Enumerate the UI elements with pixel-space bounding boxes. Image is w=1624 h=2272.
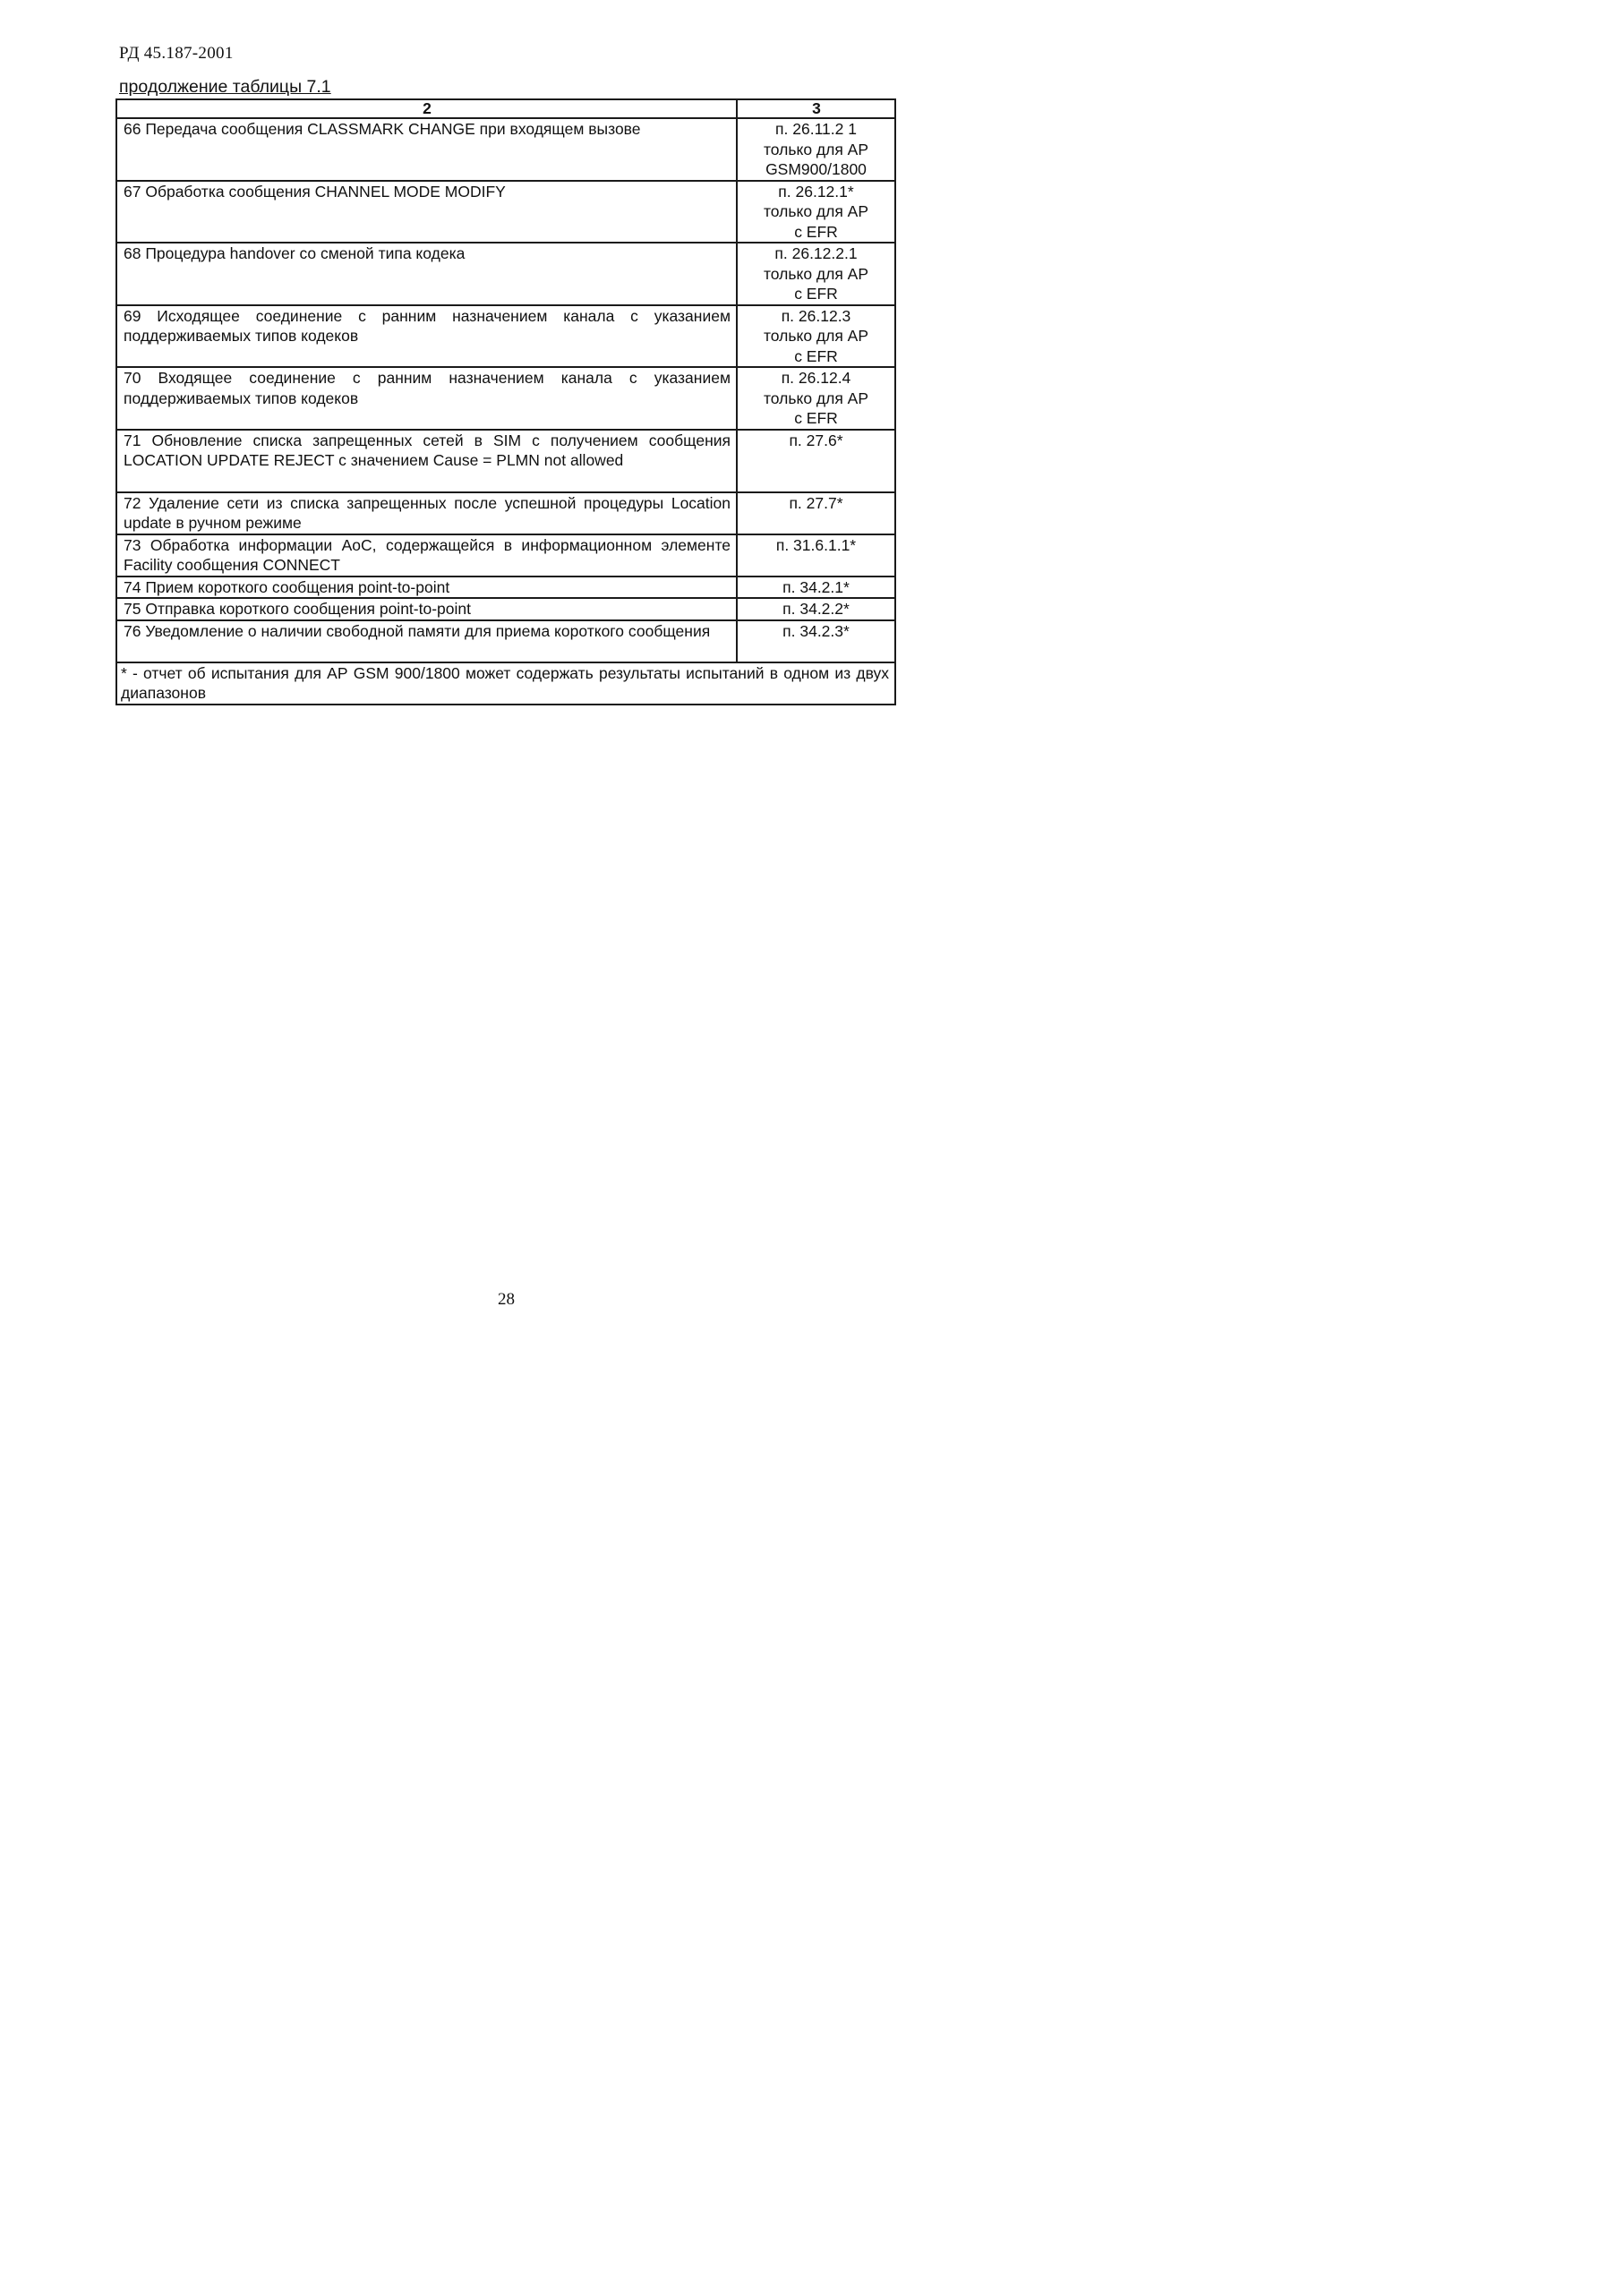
clause-number: п. 34.2.2* [782,600,850,618]
clause-reference [737,367,895,430]
table-row [116,577,895,599]
clause-note: с EFR [794,346,838,365]
clause-note: только для АР [763,389,869,407]
clause-note: с EFR [794,222,838,241]
document-code: РД 45.187-2001 [119,44,234,63]
clause-number: п. 26.12.4 [781,369,851,387]
table-row [116,492,895,534]
table-row [116,598,895,620]
test-description: 70 Входящее соединение с ранним назначением канала с указанием поддерживаемых типов кодеков [116,367,737,430]
footnote-row [116,662,895,705]
test-description: 74 Прием короткого сообщения point-to-point [116,577,737,599]
clause-note: с EFR [794,409,838,427]
clause-number: п. 26.12.2.1 [774,244,858,262]
table-row [116,430,895,492]
table-row [116,243,895,305]
test-description: 67 Обработка сообщения CHANNEL MODE MODIFY [116,181,737,243]
clause-reference [737,181,895,243]
clause-note: только для АР [763,327,869,345]
test-description: 68 Процедура handover со сменой типа кодека [116,243,737,305]
clause-reference [737,620,895,662]
test-description: 76 Уведомление о наличии свободной памяти для приема короткого сообщения [116,620,737,662]
column-header-2: 2 [116,99,737,118]
table-row [116,367,895,430]
clause-note: только для АР [763,140,869,158]
test-description: 72 Удаление сети из списка запрещенных после успешной процедуры Location update в ручном режиме [116,492,737,534]
clause-number: п. 34.2.3* [782,621,850,640]
table-row [116,534,895,577]
clause-reference [737,243,895,305]
clause-number: п. 31.6.1.1* [775,535,857,554]
column-header-3: 3 [737,99,895,118]
clause-number: п. 34.2.1* [782,577,850,596]
requirements-table [115,98,896,705]
clause-number: п. 27.7* [789,493,843,512]
table-header-row [116,99,895,118]
clause-number: п. 26.12.1* [778,182,854,201]
clause-note: GSM900/1800 [765,160,867,178]
clause-reference [737,305,895,368]
test-description: 69 Исходящее соединение с ранним назначением канала с указанием поддерживаемых типов кодеков [116,305,737,368]
clause-reference [737,118,895,181]
table-row [116,305,895,368]
clause-note: только для АР [763,264,869,283]
clause-number: п. 26.11.2 1 [775,120,857,138]
clause-reference [737,492,895,534]
clause-note: только для АР [763,202,869,220]
clause-reference [737,534,895,577]
clause-number: п. 26.12.3 [781,306,851,325]
clause-number: п. 27.6* [789,431,843,449]
table-row [116,118,895,181]
table-row [116,620,895,662]
clause-reference [737,598,895,620]
table-caption: продолжение таблицы 7.1 [119,77,331,97]
test-description: 71 Обновление списка запрещенных сетей в SIM с получением сообщения LOCATION UPDATE REJECT с значением Cause = PLMN not allowed [116,430,737,492]
test-description: 73 Обработка информации AoC, содержащейся в информационном элементе Facility сообщения CONNECT [116,534,737,577]
clause-reference [737,577,895,599]
table-row [116,181,895,243]
test-description: 66 Передача сообщения CLASSMARK CHANGE при входящем вызове [116,118,737,181]
test-description: 75 Отправка короткого сообщения point-to-point [116,598,737,620]
page-number: 28 [498,1290,515,1309]
clause-note: с EFR [794,285,838,303]
table-footnote: * - отчет об испытания для АР GSM 900/1800 может содержать результаты испытаний в одном из двух диапазонов [116,662,895,705]
clause-reference [737,430,895,492]
